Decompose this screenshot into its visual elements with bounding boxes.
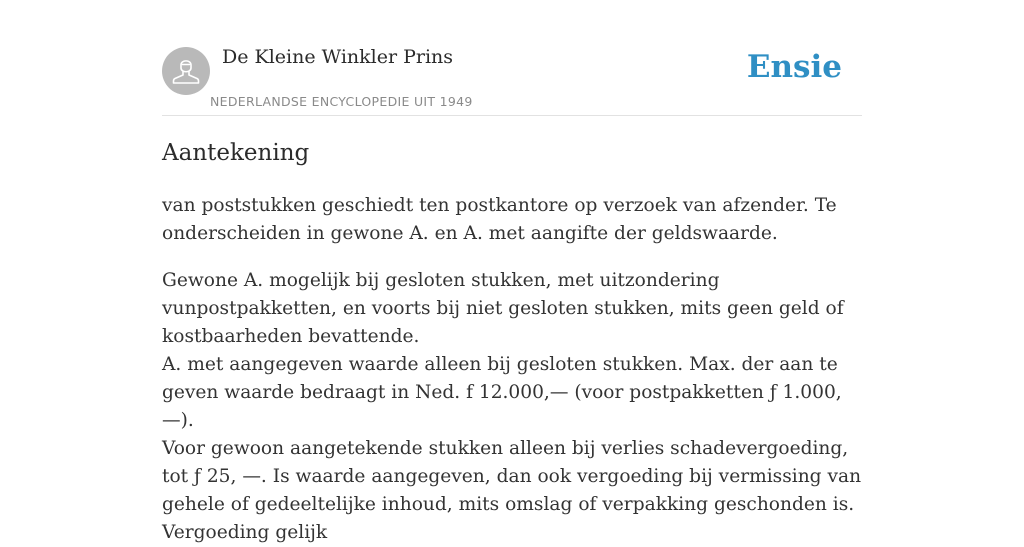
- source-header: [162, 0, 862, 116]
- entry-paragraph: Gewone A. mogelijk bij gesloten stukken, met uitzondering vunpostpakketten, en voorts bij niet gesloten stukken, mits geen geld of kostbaarheden bevattende.: [162, 270, 844, 347]
- entry-paragraph: Voor gewoon aangetekende stukken alleen bij verlies schadevergoeding, tot ƒ 25, —. Is waarde aangegeven, dan ook vergoeding bij vermissing van gehele of gedeeltelijke inhoud, mits omslag of verpakking geschonden is. Vergoeding gelijk: [162, 438, 862, 543]
- entry-paragraph: van poststukken geschiedt ten postkantore op verzoek van afzender. Te onderscheiden in gewone A. en A. met aangifte der geldswaarde.: [162, 195, 837, 244]
- source-avatar[interactable]: [162, 47, 210, 95]
- user-silhouette-icon: [162, 47, 210, 95]
- page: [162, 0, 862, 543]
- source-title[interactable]: De Kleine Winkler Prins: [222, 46, 454, 68]
- ensie-logo[interactable]: Ensie: [746, 49, 842, 85]
- entry-title: Aantekening: [162, 140, 310, 166]
- entry-paragraph: A. met aangegeven waarde alleen bij gesloten stukken. Max. der aan te geven waarde bedraagt in Ned. f 12.000,— (voor postpakketten ƒ 1.000,—).: [162, 354, 842, 431]
- source-subtitle: NEDERLANDSE ENCYCLOPEDIE UIT 1949: [210, 94, 473, 109]
